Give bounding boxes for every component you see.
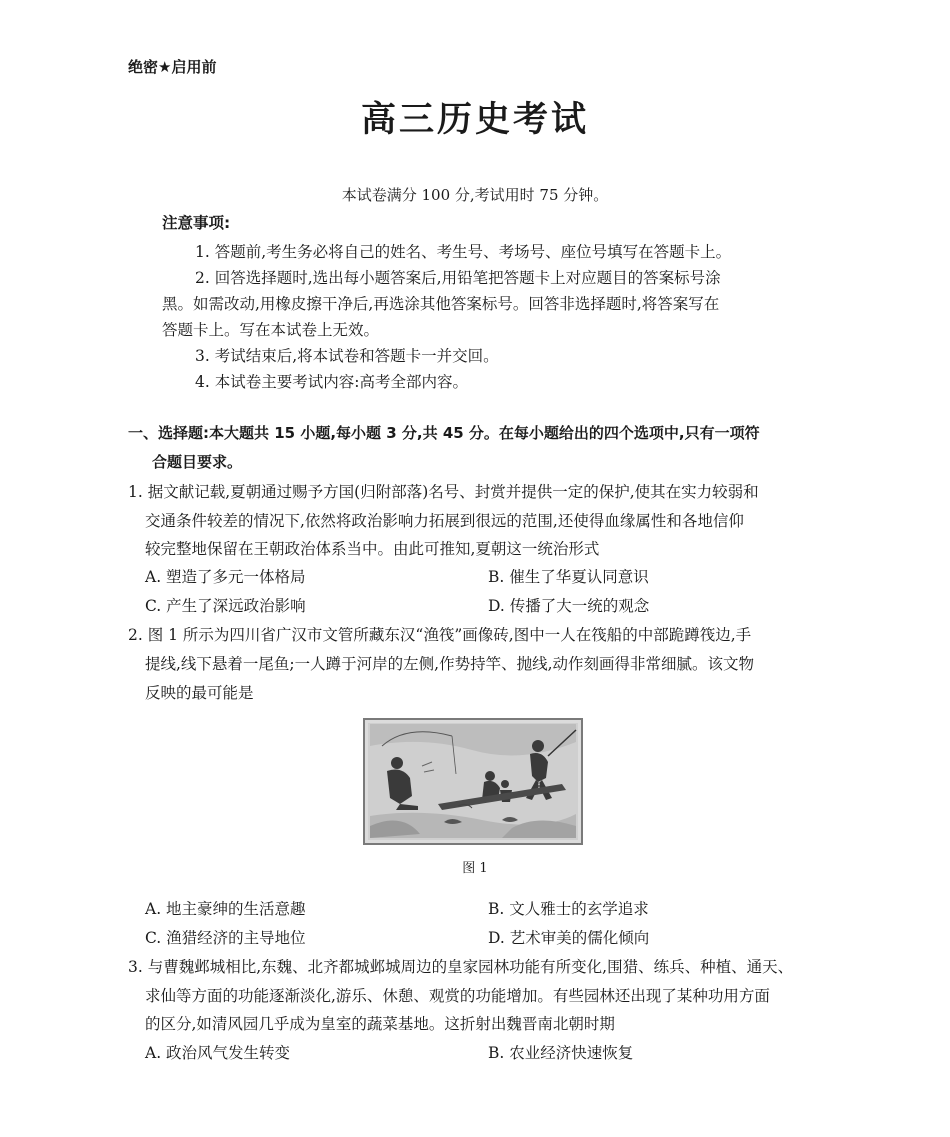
- q3-stem-3: 的区分,如清风园几乎成为皇室的蔬菜基地。这折射出魏晋南北朝时期: [145, 1015, 615, 1033]
- figure-caption: 图 1: [462, 861, 488, 876]
- exam-info: 本试卷满分 100 分,考试用时 75 分钟。: [341, 186, 609, 204]
- q2-stem-1: 2. 图 1 所示为四川省广汉市文管所藏东汉“渔筏”画像砖,图中一人在筏船的中部跪蹲筏边,手: [128, 626, 752, 644]
- q1-stem-1: 1. 据文献记载,夏朝通过赐予方国(归附部落)名号、封赏并提供一定的保护,使其在实力较弱和: [128, 483, 759, 501]
- notice-line-3: 黑。如需改动,用橡皮擦干净后,再选涂其他答案标号。回答非选择题时,将答案写在: [162, 295, 720, 313]
- section-heading: 一、选择题:本大题共 15 小题,每小题 3 分,共 45 分。在每小题给出的四个选项中,只有一项符: [128, 424, 760, 442]
- q1-option-b: B. 催生了华夏认同意识: [488, 568, 649, 586]
- q3-stem-1: 3. 与曹魏邺城相比,东魏、北齐都城邺城周边的皇家园林功能有所变化,围猎、练兵、种植、通天、: [128, 958, 794, 976]
- q3-option-b: B. 农业经济快速恢复: [488, 1044, 634, 1062]
- q3-option-a: A. 政治风气发生转变: [145, 1044, 291, 1062]
- q2-option-d: D. 艺术审美的儒化倾向: [488, 929, 650, 947]
- notice-line-2: 2. 回答选择题时,选出每小题答案后,用铅笔把答题卡上对应题目的答案标号涂: [195, 269, 721, 287]
- notice-line-4: 答题卡上。写在本试卷上无效。: [162, 321, 380, 339]
- q1-stem-3: 较完整地保留在王朝政治体系当中。由此可推知,夏朝这一统治形式: [145, 540, 600, 558]
- confidential-mark: 绝密★启用前: [128, 58, 217, 76]
- page-title: 高三历史考试: [360, 100, 589, 140]
- section-heading-cont: 合题目要求。: [152, 453, 243, 471]
- q2-option-a: A. 地主豪绅的生活意趣: [145, 900, 306, 918]
- q1-option-a: A. 塑造了多元一体格局: [145, 568, 306, 586]
- notice-heading: 注意事项:: [162, 214, 231, 232]
- q2-option-c: C. 渔猎经济的主导地位: [145, 929, 306, 947]
- notice-line-5: 3. 考试结束后,将本试卷和答题卡一并交回。: [195, 347, 499, 365]
- notice-line-6: 4. 本试卷主要考试内容:高考全部内容。: [195, 373, 468, 391]
- q2-stem-2: 提线,线下悬着一尾鱼;一人蹲于河岸的左侧,作势持竿、抛线,动作刻画得非常细腻。该文物: [145, 655, 755, 673]
- notice-line-1: 1. 答题前,考生务必将自己的姓名、考生号、考场号、座位号填写在答题卡上。: [195, 243, 732, 261]
- q1-option-c: C. 产生了深远政治影响: [145, 597, 306, 615]
- q2-stem-3: 反映的最可能是: [145, 684, 254, 702]
- q1-stem-2: 交通条件较差的情况下,依然将政治影响力拓展到很远的范围,还使得血缘属性和各地信仰: [145, 512, 744, 530]
- q3-stem-2: 求仙等方面的功能逐渐淡化,游乐、休憩、观赏的功能增加。有些园林还出现了某种功用方面: [145, 987, 770, 1005]
- q1-option-d: D. 传播了大一统的观念: [488, 597, 650, 615]
- fishing-raft-brick-rubbing: [362, 716, 584, 847]
- q2-option-b: B. 文人雅士的玄学追求: [488, 900, 649, 918]
